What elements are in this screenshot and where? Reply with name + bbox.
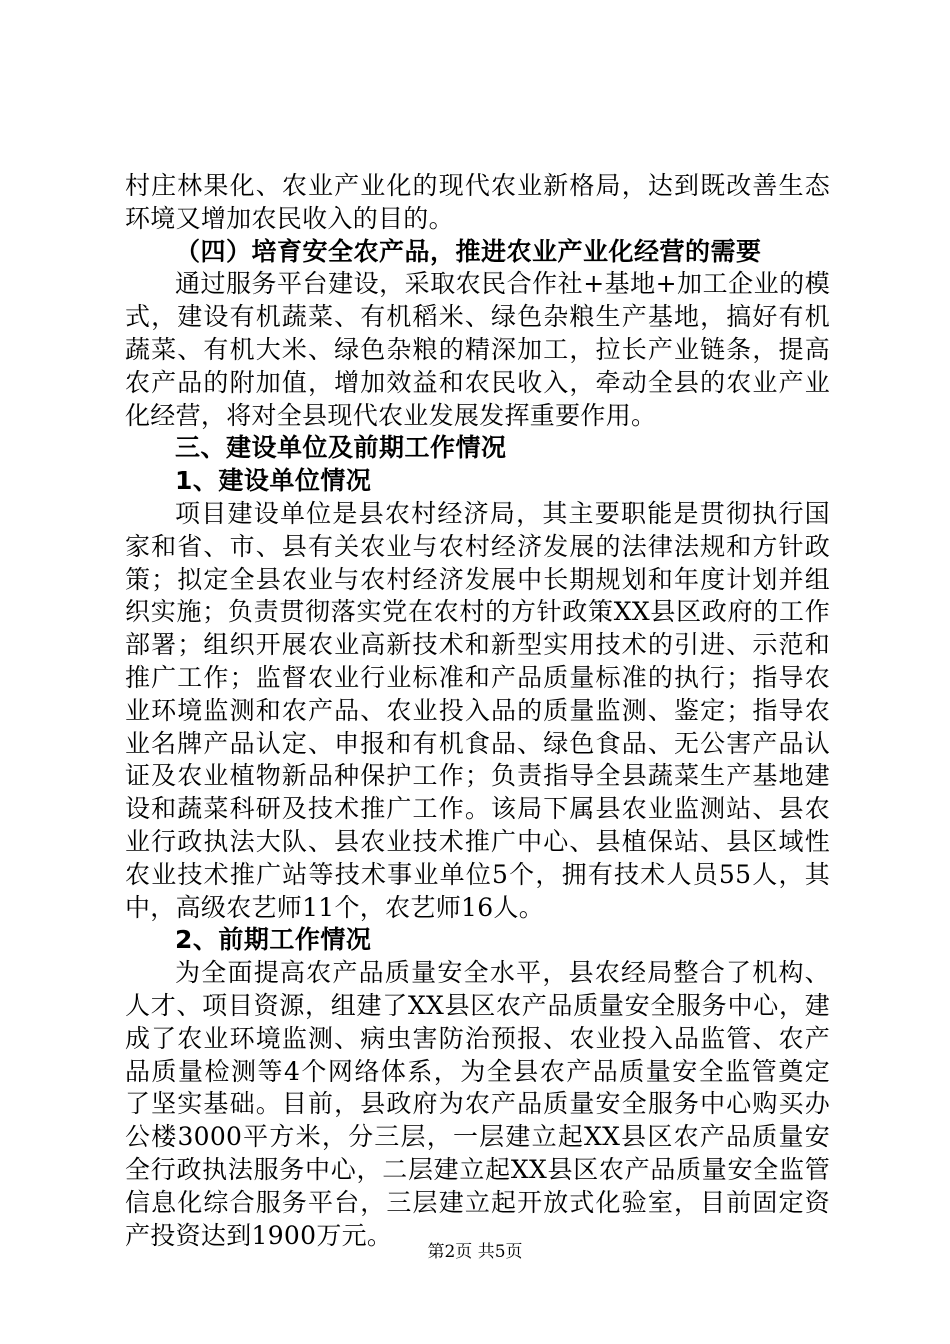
text-line: 品质量检测等4个网络体系，为全县农产品质量安全监管奠定	[125, 1056, 830, 1086]
text-line: 部署；组织开展农业高新技术和新型实用技术的引进、示范和	[125, 630, 830, 660]
text-line: 全行政执法服务中心，二层建立起XX县区农产品质量安全监管	[125, 1154, 830, 1184]
text-line: 农业技术推广站等技术事业单位5个，拥有技术人员55人，其	[125, 859, 830, 889]
document-body	[125, 170, 830, 1252]
text-line: 中，高级农艺师11个，农艺师16人。	[125, 892, 545, 922]
text-line: 织实施；负责贯彻落实党在农村的方针政策XX县区政府的工作	[125, 597, 830, 627]
text-line: 人才、项目资源，组建了XX县区农产品质量安全服务中心，建	[125, 990, 830, 1020]
text-line: 项目建设单位是县农村经济局，其主要职能是贯彻执行国	[175, 498, 830, 528]
text-line: 成了农业环境监测、病虫害防治预报、农业投入品监管、农产	[125, 1023, 830, 1053]
section-heading: （四）培育安全农产品，推进农业产业化经营的需要	[175, 236, 762, 266]
text-line: 业行政执法大队、县农业技术推广中心、县植保站、县区域性	[125, 826, 830, 856]
text-line: 式，建设有机蔬菜、有机稻米、绿色杂粮生产基地，搞好有机	[125, 302, 830, 332]
text-line: 信息化综合服务平台，三层建立起开放式化验室，目前固定资	[125, 1187, 830, 1217]
text-line: 村庄林果化、农业产业化的现代农业新格局，达到既改善生态	[125, 171, 830, 200]
text-line: 化经营，将对全县现代农业发展发挥重要作用。	[125, 400, 657, 430]
text-line: 家和省、市、县有关农业与农村经济发展的法律法规和方针政	[125, 531, 830, 561]
section-heading: 1、建设单位情况	[175, 466, 372, 496]
text-line: 策；拟定全县农业与农村经济发展中长期规划和年度计划并组	[125, 564, 830, 594]
text-line: 了坚实基础。目前，县政府为农产品质量安全服务中心购买办	[125, 1089, 830, 1119]
page-footer: 第2页 共5页	[427, 1242, 523, 1262]
text-line: 产投资达到1900万元。	[125, 1220, 393, 1250]
section-heading: 三、建设单位及前期工作情况	[175, 433, 507, 463]
text-line: 设和蔬菜科研及技术推广工作。该局下属县农业监测站、县农	[125, 794, 830, 824]
text-line: 业环境监测和农产品、农业投入品的质量监测、鉴定；指导农	[125, 695, 830, 725]
text-line: 农产品的附加值，增加效益和农民收入，牵动全县的农业产业	[125, 367, 830, 397]
section-heading: 2、前期工作情况	[175, 925, 372, 955]
text-line: 业名牌产品认定、申报和有机食品、绿色食品、无公害产品认	[125, 728, 830, 758]
text-line: 为全面提高农产品质量安全水平，县农经局整合了机构、	[175, 958, 830, 988]
text-line: 证及农业植物新品种保护工作；负责指导全县蔬菜生产基地建	[125, 761, 830, 791]
text-line: 公楼3000平方米，分三层，一层建立起XX县区农产品质量安	[125, 1122, 830, 1152]
text-line: 蔬菜、有机大米、绿色杂粮的精深加工，拉长产业链条，提高	[125, 334, 830, 364]
text-line: 通过服务平台建设，采取农民合作社+基地+加工企业的模	[175, 269, 830, 299]
text-line: 推广工作；监督农业行业标准和产品质量标准的执行；指导农	[125, 662, 830, 692]
text-line: 环境又增加农民收入的目的。	[125, 203, 454, 233]
